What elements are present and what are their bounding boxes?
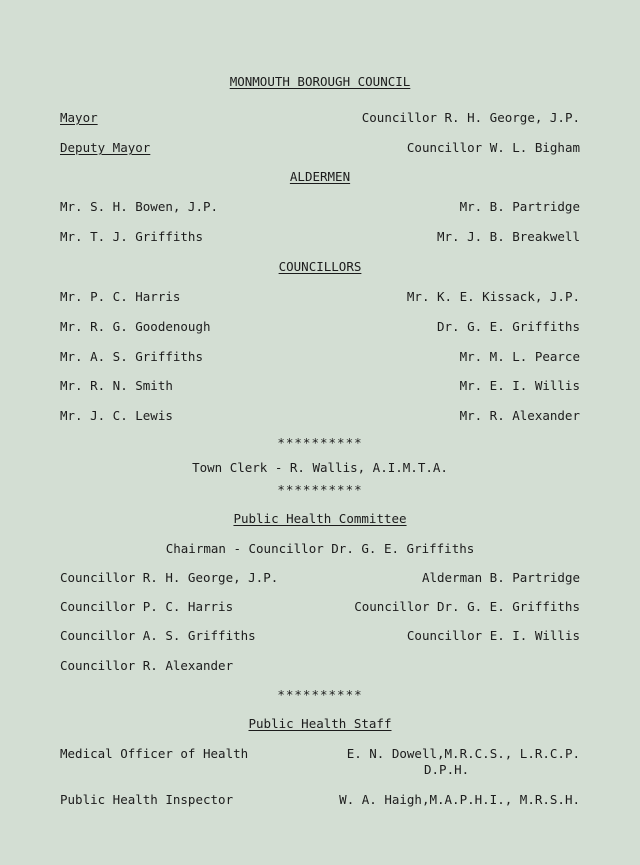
staff-name-continued: D.P.H. [424, 762, 470, 777]
deputy-mayor-label: Deputy Mayor [60, 140, 151, 155]
councillor-name: Mr. R. G. Goodenough [60, 319, 211, 334]
committee-member: Alderman B. Partridge [421, 570, 580, 585]
councillor-name: Mr. R. N. Smith [60, 378, 173, 393]
mayor-name: Councillor R. H. George, J.P. [361, 110, 580, 125]
separator: ********** [277, 435, 363, 450]
committee-member: Councillor E. I. Willis [406, 628, 580, 643]
councillor-name: Mr. P. C. Harris [60, 289, 181, 304]
separator: ********** [277, 482, 363, 497]
alderman-name: Mr. J. B. Breakwell [437, 229, 580, 244]
committee-heading: Public Health Committee [233, 511, 407, 526]
councillor-name: Dr. G. E. Griffiths [437, 319, 580, 334]
committee-chairman: Chairman - Councillor Dr. G. E. Griffiths [165, 541, 475, 556]
deputy-mayor-name: Councillor W. L. Bigham [406, 140, 580, 155]
councillor-name: Mr. R. Alexander [459, 408, 580, 423]
committee-member: Councillor R. Alexander [60, 658, 234, 673]
committee-member: Councillor P. C. Harris [60, 599, 234, 614]
staff-heading: Public Health Staff [248, 716, 392, 731]
separator: ********** [277, 687, 363, 702]
councillor-name: Mr. E. I. Willis [459, 378, 580, 393]
committee-member: Councillor A. S. Griffiths [60, 628, 256, 643]
staff-role: Medical Officer of Health [60, 746, 249, 761]
staff-name: E. N. Dowell,M.R.C.S., L.R.C.P. [346, 746, 580, 761]
mayor-label: Mayor [60, 110, 98, 125]
staff-role: Public Health Inspector [60, 792, 234, 807]
town-clerk: Town Clerk - R. Wallis, A.I.M.T.A. [192, 460, 448, 475]
alderman-name: Mr. T. J. Griffiths [60, 229, 203, 244]
alderman-name: Mr. B. Partridge [459, 199, 580, 214]
alderman-name: Mr. S. H. Bowen, J.P. [60, 199, 219, 214]
councillor-name: Mr. M. L. Pearce [459, 349, 580, 364]
councillors-heading: COUNCILLORS [278, 259, 362, 274]
aldermen-heading: ALDERMEN [289, 169, 351, 184]
councillor-name: Mr. J. C. Lewis [60, 408, 173, 423]
councillor-name: Mr. K. E. Kissack, J.P. [406, 289, 580, 304]
councillor-name: Mr. A. S. Griffiths [60, 349, 203, 364]
committee-member: Councillor R. H. George, J.P. [60, 570, 279, 585]
staff-name: W. A. Haigh,M.A.P.H.I., M.R.S.H. [339, 792, 580, 807]
committee-member: Councillor Dr. G. E. Griffiths [354, 599, 580, 614]
page-title: MONMOUTH BOROUGH COUNCIL [229, 74, 411, 89]
